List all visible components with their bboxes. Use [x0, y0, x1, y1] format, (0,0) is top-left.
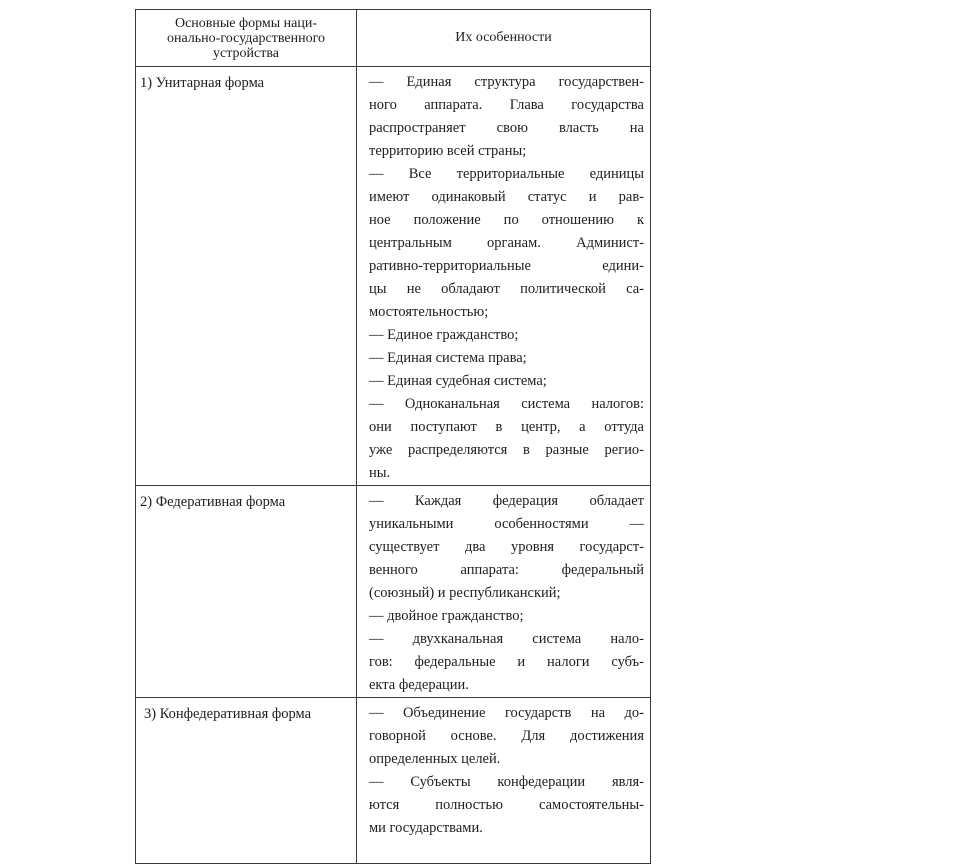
feature-line: — Каждая федерация обладает	[369, 493, 644, 509]
feature-line: ми государствами.	[369, 820, 483, 836]
form-name-cell: 1) Унитарная форма	[136, 67, 357, 486]
features-cell	[357, 698, 651, 864]
feature-line: имеют одинаковый статус и рав-	[369, 189, 644, 205]
feature-line: (союзный) и республиканский;	[369, 585, 561, 601]
feature-line: екта федерации.	[369, 677, 469, 693]
feature-line: ются полностью самостоятельны-	[369, 797, 644, 813]
feature-line: они поступают в центр, а оттуда	[369, 419, 644, 435]
feature-line: — Субъекты конфедерации явля-	[369, 774, 644, 790]
feature-line: венного аппарата: федеральный	[369, 562, 644, 578]
feature-line: — двойное гражданство;	[369, 608, 524, 624]
feature-line: цы не обладают политической са-	[369, 281, 644, 297]
feature-line: ны.	[369, 465, 391, 481]
header-forms-line: Основные формы наци-	[174, 15, 318, 31]
feature-line: — Объединение государств на до-	[369, 705, 644, 721]
feature-line: — Одноканальная система налогов:	[369, 396, 644, 412]
feature-line: — Единая структура государствен-	[369, 74, 644, 90]
feature-line: говорной основе. Для достижения	[369, 728, 644, 744]
feature-line: центральным органам. Админист-	[369, 235, 644, 251]
table-row	[136, 698, 651, 864]
form-name-cell: 2) Федеративная форма	[136, 486, 357, 698]
feature-line: территорию всей страны;	[369, 143, 527, 159]
feature-line: мостоятельностью;	[369, 304, 489, 320]
features-cell	[357, 486, 651, 698]
feature-line: — Единая система права;	[369, 350, 527, 366]
header-row	[136, 10, 651, 67]
feature-line: существует два уровня государст-	[369, 539, 644, 555]
header-forms-line: онально-государственного	[166, 30, 326, 46]
feature-line: уникальными особенностями —	[369, 516, 644, 532]
forms-table	[135, 9, 651, 864]
form-name-cell: 3) Конфедеративная форма	[136, 698, 357, 864]
feature-line: — Единая судебная система;	[369, 373, 547, 389]
table-row	[136, 486, 651, 698]
feature-line: определенных целей.	[369, 751, 501, 767]
feature-line: — двухканальная система нало-	[369, 631, 644, 647]
feature-line: — Все территориальные единицы	[369, 166, 644, 182]
table-row	[136, 67, 651, 486]
feature-line: — Единое гражданство;	[369, 327, 519, 343]
header-features: Их особенности	[357, 10, 651, 67]
feature-line: ного аппарата. Глава государства	[369, 97, 644, 113]
feature-line: ное положение по отношению к	[369, 212, 644, 228]
feature-line: гов: федеральные и налоги субъ-	[369, 654, 644, 670]
features-cell	[357, 67, 651, 486]
feature-line: распространяет свою власть на	[369, 120, 644, 136]
header-forms-line: устройства	[213, 45, 279, 61]
feature-line: уже распределяются в разные регио-	[369, 442, 644, 458]
header-forms	[136, 10, 357, 67]
feature-line: ративно-территориальные едини-	[369, 258, 644, 274]
